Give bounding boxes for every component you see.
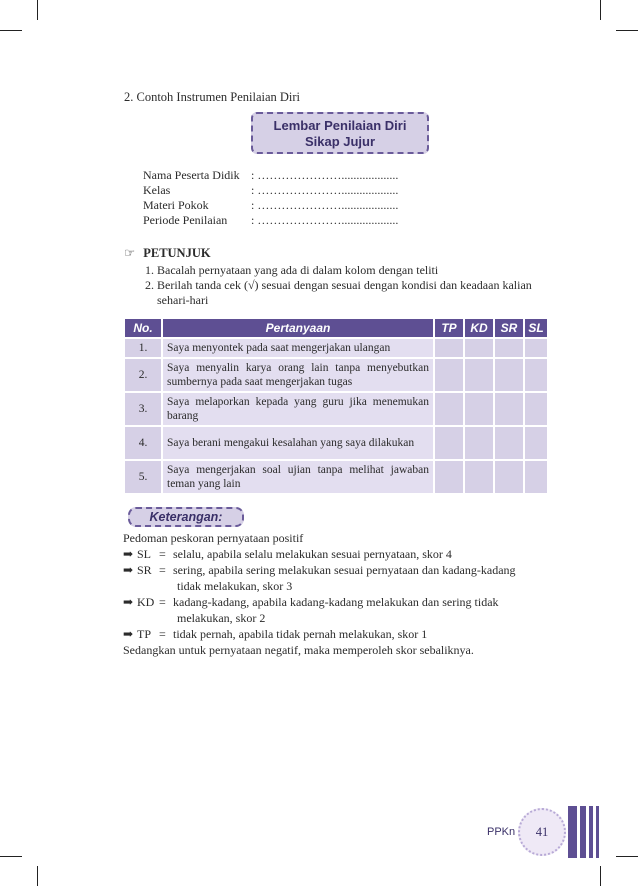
- form-row-materi: [143, 198, 398, 213]
- keterangan-item-kd: [123, 595, 548, 610]
- table-header-row: [125, 319, 547, 337]
- instruction-2-cont: sehari-hari: [157, 293, 209, 307]
- checkbox-cell-sl[interactable]: [525, 339, 547, 357]
- form-value: : …………………...................: [251, 183, 399, 197]
- score-code: SR: [137, 563, 152, 577]
- checkbox-cell-sr[interactable]: [495, 461, 523, 493]
- checkbox-cell-kd[interactable]: [465, 461, 493, 493]
- footer-subject: PPKn: [487, 826, 516, 838]
- score-description: selalu, apabila selalu melakukan sesuai pernyataan, skor 4: [173, 547, 452, 561]
- petunjuk-title: PETUNJUK: [143, 246, 211, 260]
- crop-mark: [0, 30, 22, 31]
- checkbox-cell-tp[interactable]: [435, 393, 463, 425]
- checkbox-cell-kd[interactable]: [465, 339, 493, 357]
- row-statement: Saya mengerjakan soal ujian tanpa melihat jawaban teman yang lain: [163, 461, 433, 493]
- worksheet-title-box: [251, 112, 429, 154]
- right-arrow-icon: ➡: [123, 547, 134, 561]
- header-kd: KD: [465, 319, 493, 337]
- equals-sign: =: [159, 547, 166, 561]
- footer-bar: [568, 806, 577, 858]
- checkbox-cell-sr[interactable]: [495, 359, 523, 391]
- form-label: Periode Penilaian: [143, 213, 228, 227]
- score-description-cont: melakukan, skor 2: [177, 611, 266, 625]
- score-description: sering, apabila sering melakukan sesuai pernyataan dan kadang-kadang: [173, 563, 516, 577]
- footer-bar: [580, 806, 586, 858]
- checkbox-cell-kd[interactable]: [465, 359, 493, 391]
- checkbox-cell-sl[interactable]: [525, 427, 547, 459]
- equals-sign: =: [159, 595, 166, 609]
- form-value: : …………………...................: [251, 198, 399, 212]
- header-no: No.: [125, 319, 161, 337]
- row-number: 4.: [125, 427, 161, 459]
- crop-mark: [616, 856, 638, 857]
- score-description: tidak pernah, apabila tidak pernah melakukan, skor 1: [173, 627, 428, 641]
- score-code: TP: [137, 627, 152, 641]
- keterangan-item-sr: [123, 563, 548, 578]
- form-label: Kelas: [143, 183, 171, 197]
- header-pertanyaan: Pertanyaan: [163, 319, 433, 337]
- footer-bar: [589, 806, 593, 858]
- keterangan-title: Keterangan:: [128, 507, 244, 527]
- score-description-cont: tidak melakukan, skor 3: [177, 579, 293, 593]
- crop-mark: [37, 0, 38, 20]
- petunjuk-heading: [124, 245, 211, 261]
- checkbox-cell-sl[interactable]: [525, 461, 547, 493]
- score-code: KD: [137, 595, 155, 609]
- row-statement: Saya menyontek pada saat mengerjakan ulangan: [163, 339, 433, 357]
- form-value: : …………………...................: [251, 213, 399, 227]
- crop-mark: [0, 856, 22, 857]
- right-arrow-icon: ➡: [123, 595, 134, 609]
- keterangan-intro: Pedoman peskoran pernyataan positif: [123, 531, 304, 545]
- checkbox-cell-sr[interactable]: [495, 393, 523, 425]
- row-number: 1.: [125, 339, 161, 357]
- checkbox-cell-tp[interactable]: [435, 339, 463, 357]
- instruction-1: 1. Bacalah pernyataan yang ada di dalam kolom dengan teliti: [145, 263, 439, 277]
- header-sr: SR: [495, 319, 523, 337]
- crop-mark: [616, 30, 638, 31]
- crop-mark: [600, 866, 601, 886]
- checkbox-cell-sl[interactable]: [525, 393, 547, 425]
- right-arrow-icon: ➡: [123, 627, 134, 641]
- checkbox-cell-tp[interactable]: [435, 359, 463, 391]
- form-row-periode: [143, 213, 398, 228]
- checkbox-cell-sr[interactable]: [495, 427, 523, 459]
- checkbox-cell-tp[interactable]: [435, 461, 463, 493]
- right-arrow-icon: ➡: [123, 563, 134, 577]
- section-heading: 2. Contoh Instrumen Penilaian Diri: [124, 90, 301, 104]
- checkbox-cell-kd[interactable]: [465, 393, 493, 425]
- checkbox-cell-kd[interactable]: [465, 427, 493, 459]
- row-number: 3.: [125, 393, 161, 425]
- worksheet-subtitle: Sikap Jujur: [304, 134, 376, 149]
- header-tp: TP: [435, 319, 463, 337]
- checkbox-cell-sr[interactable]: [495, 339, 523, 357]
- checkbox-cell-tp[interactable]: [435, 427, 463, 459]
- crop-mark: [600, 0, 601, 20]
- worksheet-title: Lembar Penilaian Diri: [273, 118, 407, 133]
- keterangan-item-tp: [123, 627, 548, 642]
- table-row: [125, 359, 547, 391]
- table-row: [125, 427, 547, 459]
- row-statement: Saya menyalin karya orang lain tanpa menyebutkan sumbernya pada saat mengerjakan tugas: [163, 359, 433, 391]
- row-number: 2.: [125, 359, 161, 391]
- row-statement: Saya melaporkan kepada yang guru jika menemukan barang: [163, 393, 433, 425]
- equals-sign: =: [159, 563, 166, 577]
- table-row: [125, 393, 547, 425]
- footer-bar: [596, 806, 599, 858]
- page-number: 41: [518, 808, 566, 856]
- form-row-nama: [143, 168, 398, 183]
- instruction-2: 2. Berilah tanda cek (√) sesuai dengan sesuai dengan kondisi dan keadaan kalian: [145, 278, 532, 292]
- assessment-table: [123, 317, 549, 495]
- row-number: 5.: [125, 461, 161, 493]
- table-row: [125, 461, 547, 493]
- form-row-kelas: [143, 183, 398, 198]
- row-statement: Saya berani mengakui kesalahan yang saya dilakukan: [163, 427, 433, 459]
- form-label: Nama Peserta Didik: [143, 168, 240, 182]
- keterangan-item-sl: [123, 547, 548, 562]
- equals-sign: =: [159, 627, 166, 641]
- header-sl: SL: [525, 319, 547, 337]
- checkbox-cell-sl[interactable]: [525, 359, 547, 391]
- keterangan-outro: Sedangkan untuk pernyataan negatif, maka memperoleh skor sebaliknya.: [123, 643, 474, 657]
- pointing-hand-icon: ☞: [124, 246, 136, 260]
- form-label: Materi Pokok: [143, 198, 209, 212]
- table-row: [125, 339, 547, 357]
- crop-mark: [37, 866, 38, 886]
- form-value: : …………………...................: [251, 168, 399, 182]
- score-description: kadang-kadang, apabila kadang-kadang melakukan dan sering tidak: [173, 595, 499, 609]
- score-code: SL: [137, 547, 152, 561]
